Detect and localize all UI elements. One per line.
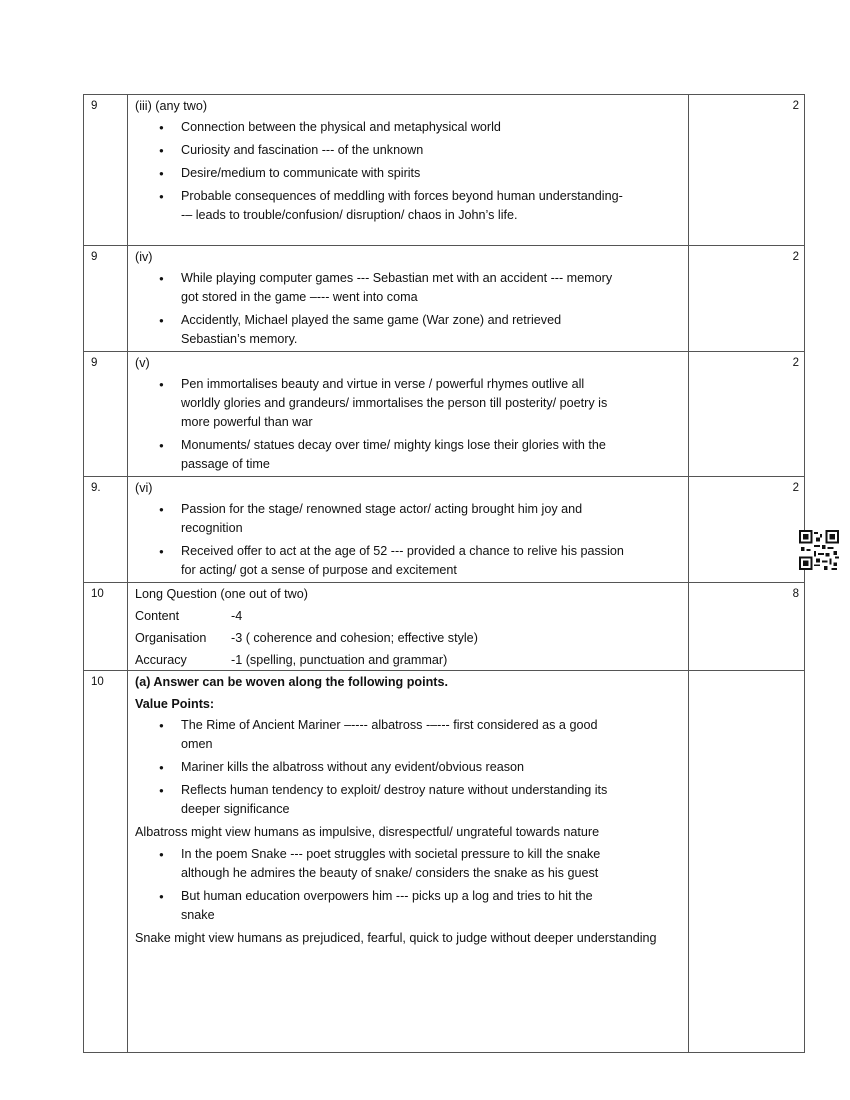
marks-value: 8 (689, 583, 805, 671)
bullet-list (135, 500, 682, 580)
list-item: ● Passion for the stage/ renowned stage actor/ acting brought him joy and recognition (181, 500, 626, 538)
bullet-list (135, 375, 682, 474)
list-item: ● Curiosity and fascination --- of the unknown (181, 141, 626, 160)
question-number: 9 (84, 246, 128, 352)
list-item: ● Probable consequences of meddling with forces beyond human understanding--– leads to trouble/confusion/ disruption/ chaos in John’s life. (181, 187, 626, 225)
list-item: ● The Rime of Ancient Mariner –---- albatross -–--- first considered as a good omen (181, 716, 626, 754)
criterion-row (135, 607, 682, 626)
list-item: ● Pen immortalises beauty and virtue in verse / powerful rhymes outlive all worldly glories and grandeurs/ immortalises the person till posterity/ poetry is more powerful than war (181, 375, 626, 432)
sub-question-label: (iii) (any two) (135, 99, 208, 113)
list-item: ● Received offer to act at the age of 52 --- provided a chance to relive his passion for acting/ got a sense of purpose and excitement (181, 542, 626, 580)
marks-value (689, 671, 805, 1053)
answer-cell (128, 671, 689, 1053)
list-item: ● Connection between the physical and metaphysical world (181, 118, 626, 137)
marks-value: 2 (689, 477, 805, 583)
marks-value: 2 (689, 95, 805, 246)
criterion-name: Accuracy (135, 653, 187, 667)
marks-value: 2 (689, 352, 805, 477)
answer-cell (128, 95, 689, 246)
criterion-name: Content (135, 609, 180, 623)
paragraph: Snake might view humans as prejudiced, fearful, quick to judge without deeper understanding (135, 931, 657, 945)
question-number: 10 (84, 671, 128, 1053)
question-number: 9 (84, 352, 128, 477)
long-question-title: Long Question (one out of two) (135, 587, 308, 601)
list-item: ● Desire/medium to communicate with spirits (181, 164, 626, 183)
bullet-list (135, 269, 682, 349)
answer-cell (128, 246, 689, 352)
value-points-label: Value Points: (135, 697, 215, 711)
qr-code-icon (799, 530, 839, 570)
answer-cell (128, 583, 689, 671)
criterion-row (135, 651, 682, 670)
table-row (84, 477, 805, 583)
answer-cell (128, 352, 689, 477)
table-row (84, 671, 805, 1053)
list-item: ● Mariner kills the albatross without any evident/obvious reason (181, 758, 626, 777)
question-number: 9. (84, 477, 128, 583)
table-row (84, 246, 805, 352)
criterion-row (135, 629, 682, 648)
table-row (84, 352, 805, 477)
bullet-list (135, 845, 682, 925)
marks-value: 2 (689, 246, 805, 352)
list-item: ● In the poem Snake --- poet struggles with societal pressure to kill the snake although he admires the beauty of snake/ considers the snake as his guest (181, 845, 626, 883)
answer-cell (128, 477, 689, 583)
list-item: ● While playing computer games --- Sebastian met with an accident --- memory got stored in the game –--- went into coma (181, 269, 626, 307)
answer-heading: (a) Answer can be woven along the following points. (135, 675, 448, 689)
criterion-name: Organisation (135, 631, 207, 645)
table-row (84, 583, 805, 671)
bullet-list (135, 118, 682, 225)
marking-scheme-table (83, 94, 805, 1053)
paragraph: Albatross might view humans as impulsive, disrespectful/ ungrateful towards nature (135, 825, 600, 839)
question-number: 10 (84, 583, 128, 671)
table-row (84, 95, 805, 246)
criterion-value: -3 ( coherence and cohesion; effective style) (231, 631, 478, 645)
question-number: 9 (84, 95, 128, 246)
bullet-list (135, 716, 682, 819)
list-item: ● Accidently, Michael played the same game (War zone) and retrieved Sebastian’s memory. (181, 311, 626, 349)
criterion-value: -1 (spelling, punctuation and grammar) (231, 653, 448, 667)
list-item: ● But human education overpowers him --- picks up a log and tries to hit the snake (181, 887, 626, 925)
sub-question-label: (v) (135, 356, 150, 370)
criterion-value: -4 (231, 609, 243, 623)
sub-question-label: (iv) (135, 250, 153, 264)
list-item: ● Monuments/ statues decay over time/ mighty kings lose their glories with the passage of time (181, 436, 626, 474)
list-item: ● Reflects human tendency to exploit/ destroy nature without understanding its deeper significance (181, 781, 626, 819)
sub-question-label: (vi) (135, 481, 153, 495)
